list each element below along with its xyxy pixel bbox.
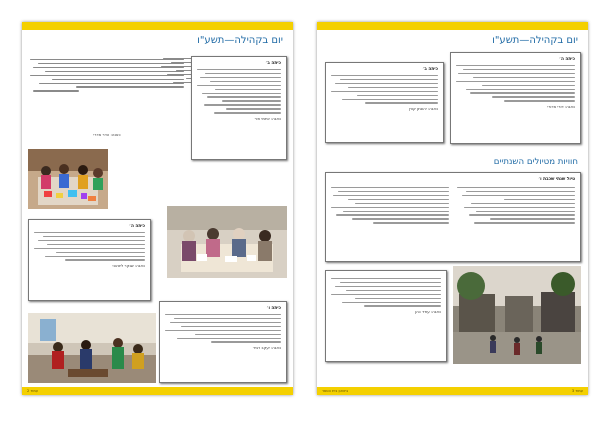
class-e-box (28, 219, 151, 301)
class-b-box (191, 56, 287, 160)
box-signature: כאנה: יעקב רביד (252, 345, 281, 351)
box-signature: כאנה: יהונתן קורן (408, 106, 438, 112)
floor-play-photo (28, 313, 156, 383)
bottom-accent-bar (317, 387, 588, 395)
box-text-right-col (457, 184, 575, 226)
section-title: חוויות מטיולים השנתיים (493, 157, 578, 167)
box-text (165, 314, 281, 343)
box-text (456, 65, 575, 102)
right-footer-page-number: עמוד 3 (571, 389, 583, 393)
right-page (317, 22, 588, 395)
class-e-right-box (450, 52, 581, 144)
class-f-box (159, 301, 287, 383)
box-signature: כאנה: דורי אדורי (547, 104, 575, 110)
left-text-block (28, 56, 186, 128)
text-signature: כאנה: הדר אדרי (93, 132, 121, 137)
top-accent-bar (22, 22, 293, 30)
top-accent-bar (317, 22, 588, 30)
box-text (197, 69, 281, 114)
box-title: כיתה ב׳ (422, 67, 438, 72)
box-title: כיתה ה׳ (129, 224, 145, 229)
box-signature: כאנה: איזמי איר (254, 116, 281, 122)
box-text (331, 75, 438, 104)
box-text-left-col (331, 184, 449, 226)
box-signature: כאנה: עודד כהן (415, 309, 441, 315)
box-text (34, 232, 145, 261)
class-b-right-box (325, 62, 444, 143)
box-signature: כאנה: שנקר ליטאני (112, 263, 145, 269)
left-page-title: יום בקהילה—תשע"ו (197, 35, 283, 46)
box-text (331, 278, 441, 307)
crafting-photo (28, 149, 108, 209)
seniors-photo (167, 206, 287, 278)
right-page-title: יום בקהילה—תשע"ו (492, 35, 578, 46)
box-title: כיתה ב׳ (265, 61, 281, 66)
courtyard-photo (453, 266, 581, 364)
box-title: כיתה ה׳ (559, 57, 575, 62)
left-text-signature (28, 132, 186, 140)
box-title: כיתה ו׳ (266, 306, 281, 311)
trip-detail-box (325, 270, 447, 362)
left-page (22, 22, 293, 395)
annual-trip-box (325, 172, 581, 262)
box-title: טיול שנתי שכבת ו׳ (538, 177, 575, 182)
right-footer-publication: ביטאון בית הספר (322, 389, 349, 393)
left-footer-page-number: עמוד 2 (27, 389, 39, 393)
bottom-accent-bar (22, 387, 293, 395)
